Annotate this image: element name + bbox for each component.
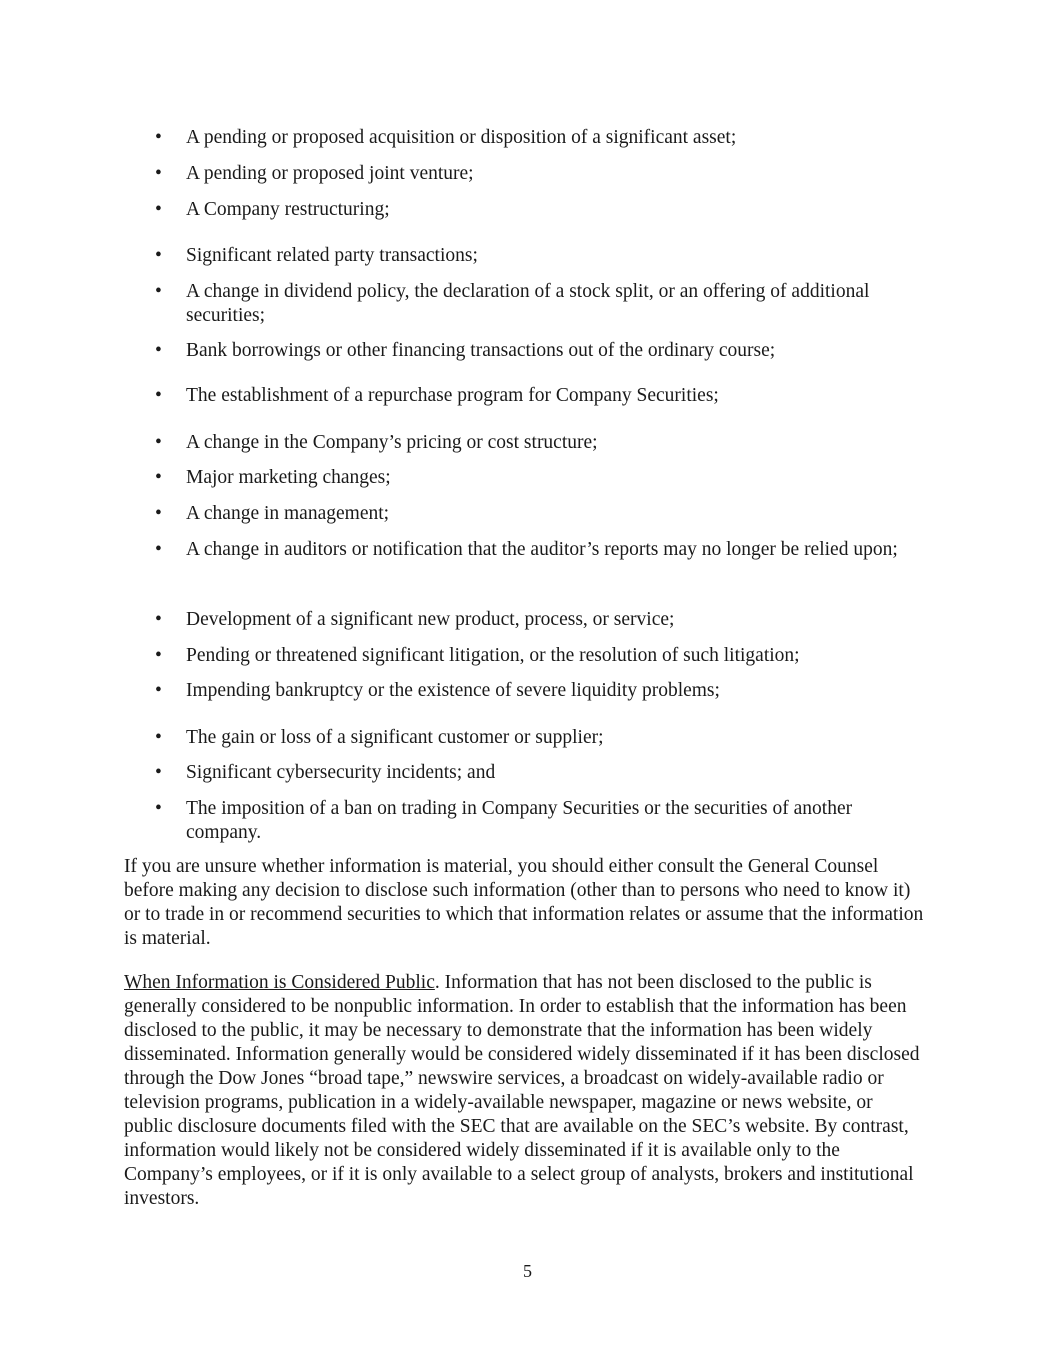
list-item-text: The imposition of a ban on trading in Company Securities or the securities of another company. bbox=[186, 798, 853, 843]
list-item-text: Bank borrowings or other financing transactions out of the ordinary course; bbox=[186, 340, 776, 361]
list-item-text: A change in dividend policy, the declaration of a stock split, or an offering of additional securities; bbox=[186, 281, 870, 326]
bullet-icon: • bbox=[155, 467, 162, 488]
bullet-icon: • bbox=[155, 281, 162, 302]
bullet-icon: • bbox=[155, 199, 162, 220]
bullet-icon: • bbox=[155, 127, 162, 148]
bullet-icon: • bbox=[155, 539, 162, 560]
list-item-text: The gain or loss of a significant customer or supplier; bbox=[186, 727, 604, 748]
bullet-icon: • bbox=[155, 798, 162, 819]
bullet-icon: • bbox=[155, 645, 162, 666]
list-item-text: A change in management; bbox=[186, 503, 390, 524]
list-item-text: The establishment of a repurchase program for Company Securities; bbox=[186, 385, 719, 406]
materiality-guidance-paragraph: If you are unsure whether information is material, you should either consult the General Counsel before making any decision to disclose such information (other than to persons who need to know it) or to trade in or recommend securities to which that information relates or assume that the information is material. bbox=[124, 856, 924, 949]
list-item-text: Pending or threatened significant litigation, or the resolution of such litigation; bbox=[186, 645, 800, 666]
section-body: . Information that has not been disclosed to the public is generally considered to be nonpublic information. In order to establish that the information has been disclosed to the public, it may be necessary to demonstrate that the information has been widely disseminated. Information generally would be considered widely disseminated if it has been disclosed through the Dow Jones “broad tape,” newswire services, a broadcast on widely-available radio or television programs, publication in a widely-available newspaper, magazine or news website, or public disclosure documents filed with the SEC that are available on the SEC’s website. By contrast, information would likely not be considered widely disseminated if it is available only to the Company’s employees, or if it is only available to a select group of analysts, brokers and institutional investors. bbox=[124, 972, 920, 1209]
page-number: 5 bbox=[523, 1261, 532, 1281]
bullet-icon: • bbox=[155, 163, 162, 184]
section-heading: When Information is Considered Public bbox=[124, 972, 435, 993]
list-item-text: Significant related party transactions; bbox=[186, 245, 478, 266]
list-item-text: A Company restructuring; bbox=[186, 199, 390, 220]
list-item-text: Impending bankruptcy or the existence of severe liquidity problems; bbox=[186, 680, 720, 701]
list-item-text: A pending or proposed acquisition or disposition of a significant asset; bbox=[186, 127, 737, 148]
bullet-icon: • bbox=[155, 503, 162, 524]
bullet-icon: • bbox=[155, 385, 162, 406]
list-item-text: A pending or proposed joint venture; bbox=[186, 163, 474, 184]
bullet-icon: • bbox=[155, 762, 162, 783]
list-item-text: A change in auditors or notification that the auditor’s reports may no longer be relied upon; bbox=[186, 539, 898, 560]
bullet-icon: • bbox=[155, 432, 162, 453]
list-item-text: Development of a significant new product, process, or service; bbox=[186, 609, 675, 630]
bullet-icon: • bbox=[155, 245, 162, 266]
list-item-text: Major marketing changes; bbox=[186, 467, 391, 488]
list-item-text: Significant cybersecurity incidents; and bbox=[186, 762, 496, 783]
bullet-icon: • bbox=[155, 340, 162, 361]
public-information-paragraph bbox=[124, 971, 924, 1211]
bullet-icon: • bbox=[155, 727, 162, 748]
bullet-icon: • bbox=[155, 680, 162, 701]
list-item-text: A change in the Company’s pricing or cost structure; bbox=[186, 432, 598, 453]
bullet-icon: • bbox=[155, 609, 162, 630]
